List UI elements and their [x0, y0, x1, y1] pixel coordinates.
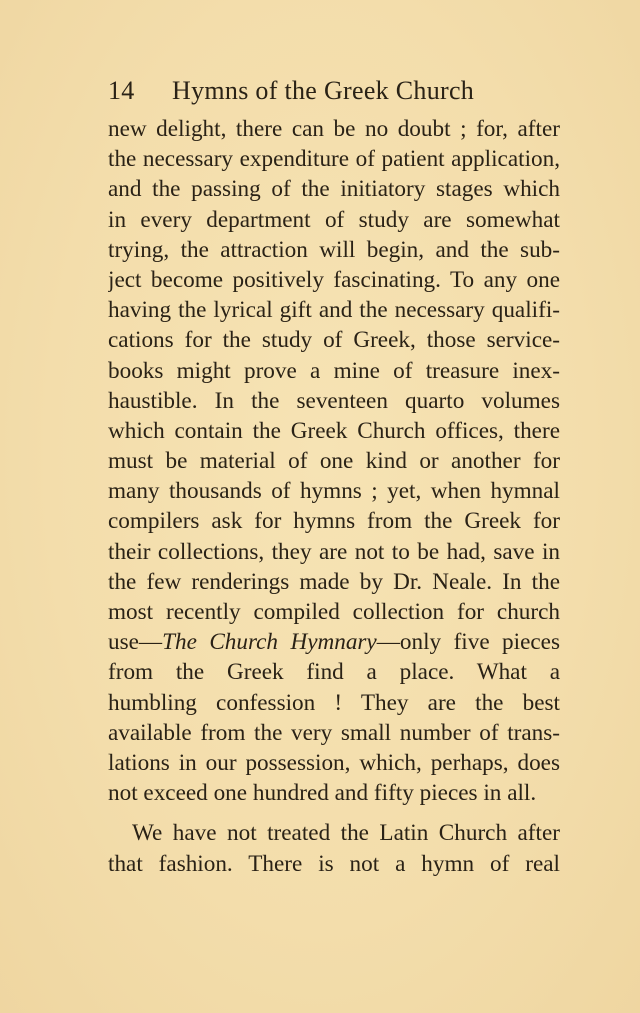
text-line: the few renderings made by Dr. Neale. In the: [108, 568, 560, 595]
text-line: that fashion. There is not a hymn of real: [108, 850, 560, 877]
hymnal-title: The Church Hymnary: [162, 629, 377, 656]
text-line: from the Greek find a place. What a: [108, 659, 560, 686]
text-line: haustible. In the seventeen quarto volumes: [108, 387, 560, 414]
text-line: books might prove a mine of treasure inex-: [108, 357, 560, 384]
text-line: in every department of study are somewhat: [108, 206, 560, 233]
text-line: having the lyrical gift and the necessary qualifi-: [108, 297, 560, 324]
text-line: ject become positively fascinating. To any one: [108, 266, 560, 293]
text-line: must be material of one kind or another for: [108, 448, 560, 475]
text-line: the necessary expenditure of patient application,: [108, 146, 560, 173]
text-line-paragraph-start: We have not treated the Latin Church after: [132, 820, 560, 847]
text-line: their collections, they are not to be had, save in: [108, 538, 560, 565]
body-text: [108, 114, 560, 879]
line-text: use—: [108, 629, 163, 656]
running-header: [108, 76, 558, 110]
text-line: humbling confession ! They are the best: [108, 689, 560, 716]
text-line: trying, the attraction will begin, and the sub-: [108, 236, 560, 263]
text-line: lations in our possession, which, perhaps, does: [108, 749, 560, 776]
text-line: and the passing of the initiatory stages which: [108, 176, 560, 203]
line-text: —only five pieces: [376, 629, 560, 656]
text-line-paragraph-end: not exceed one hundred and fifty pieces in all.: [108, 780, 537, 807]
text-line: new delight, there can be no doubt ; for, after: [108, 116, 560, 142]
page-number: 14: [108, 76, 135, 105]
running-title: Hymns of the Greek Church: [172, 76, 475, 105]
text-line: cations for the study of Greek, those service-: [108, 327, 560, 354]
text-line: many thousands of hymns ; yet, when hymnal: [108, 478, 560, 505]
text-line: compilers ask for hymns from the Greek for: [108, 508, 560, 535]
text-line: available from the very small number of trans-: [108, 719, 560, 746]
text-line: which contain the Greek Church offices, there: [108, 417, 560, 444]
text-line-with-italic-title: [108, 627, 560, 657]
text-line: most recently compiled collection for church: [108, 599, 560, 625]
